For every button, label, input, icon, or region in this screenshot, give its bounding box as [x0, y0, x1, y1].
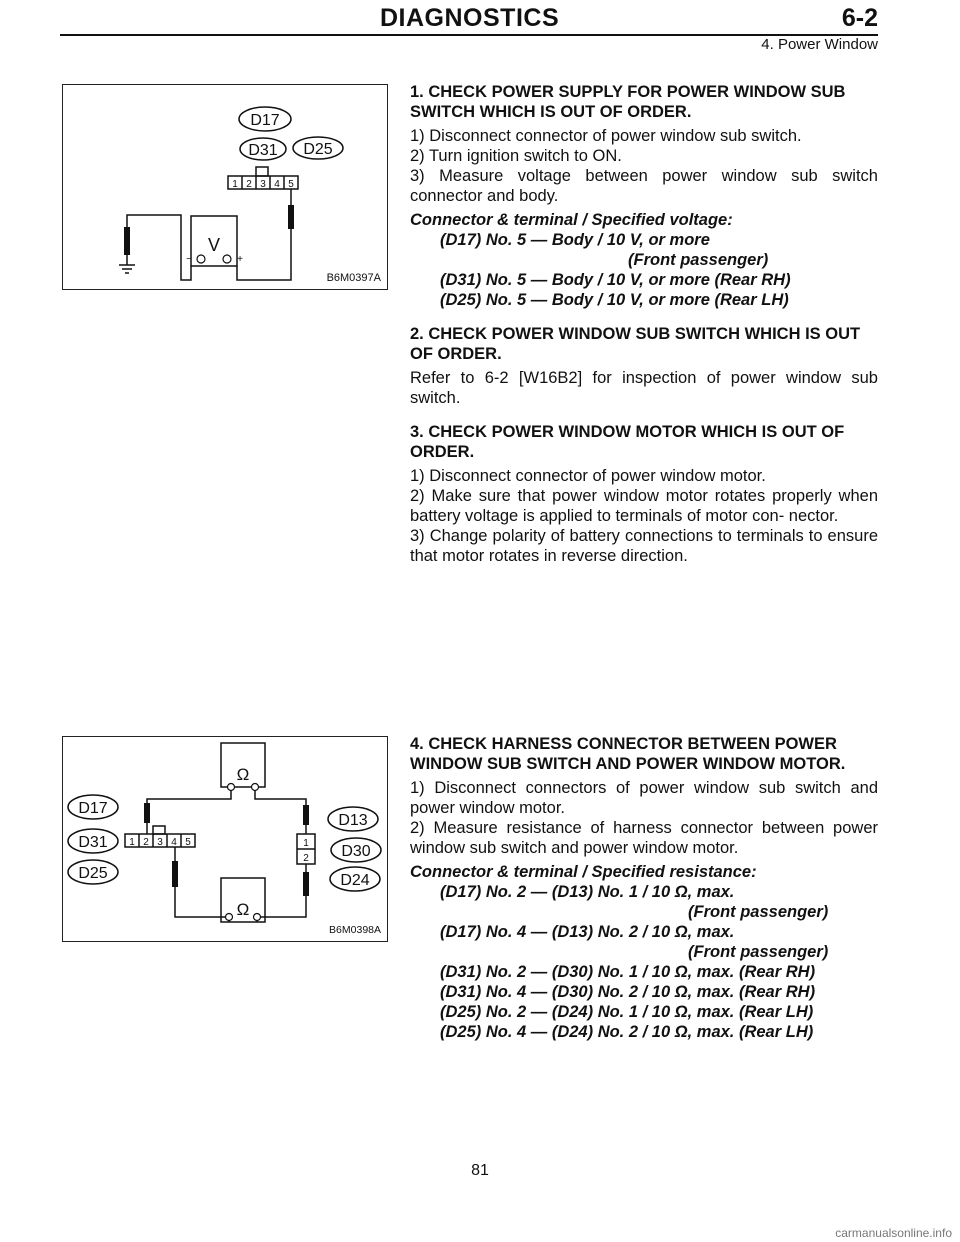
header-section-number: 6-2	[841, 4, 878, 32]
header-title: DIAGNOSTICS	[380, 4, 560, 32]
label-d31: D31	[78, 834, 108, 851]
step1-item-1: 1) Disconnect connector of power window sub switch.	[410, 127, 802, 145]
watermark: carmanualsonline.info	[835, 1226, 952, 1240]
step2-heading: 2. CHECK POWER WINDOW SUB SWITCH WHICH IS OUT OF ORDER.	[410, 325, 861, 363]
step3-item-2: 2) Make sure that power window motor rotates properly when battery voltage is applied to terminals of motor con- nector.	[410, 487, 878, 525]
meter-plus-sign: +	[237, 254, 243, 265]
step4-spec-line-7: (D25) No. 2 — (D24) No. 1 / 10 Ω, max. (Rear LH)	[440, 1003, 814, 1021]
step1-spec-line-3: (D31) No. 5 — Body / 10 V, or more (Rear RH)	[440, 271, 791, 289]
ground-symbol-icon	[119, 255, 135, 273]
step2-text: Refer to 6-2 [W16B2] for inspection of power window sub switch.	[410, 369, 878, 407]
pin-1: 1	[232, 179, 238, 190]
step4-item-1: 1) Disconnect connectors of power window sub switch and power window motor.	[410, 779, 878, 817]
probe-bottom-left	[172, 861, 178, 887]
label-d30: D30	[341, 843, 371, 860]
step3-item-3: 3) Change polarity of battery connections to terminals to ensure that motor rotates in reverse direction.	[410, 527, 878, 565]
probe-top-left	[144, 803, 150, 823]
harness-check-diagram	[63, 737, 387, 941]
label-d17: D17	[250, 112, 280, 129]
label-d25: D25	[78, 865, 108, 882]
header-rule	[60, 34, 878, 36]
step1-spec-line-2: (Front passenger)	[628, 251, 769, 269]
step1-item-3: 3) Measure voltage between power window sub switch connector and body.	[410, 167, 878, 205]
step4-spec-line-5: (D31) No. 2 — (D30) No. 1 / 10 Ω, max. (Rear RH)	[440, 963, 816, 981]
probe-ground	[124, 227, 130, 255]
step1-heading: 1. CHECK POWER SUPPLY FOR POWER WINDOW SUB SWITCH WHICH IS OUT OF ORDER.	[410, 83, 846, 121]
voltage-check-diagram	[63, 85, 387, 289]
figure-voltage-check	[62, 84, 388, 290]
pin-5: 5	[288, 179, 294, 190]
pin-5: 5	[185, 837, 191, 848]
probe-top-right	[303, 805, 309, 825]
figure-harness-check	[62, 736, 388, 942]
figure-code: B6M0397A	[326, 272, 381, 284]
figure-code: B6M0398A	[329, 924, 381, 936]
step4-heading: 4. CHECK HARNESS CONNECTOR BETWEEN POWER WINDOW SUB SWITCH AND POWER WINDOW MOTOR.	[410, 735, 846, 773]
pin-4: 4	[171, 837, 177, 848]
step4-spec-line-1: (D17) No. 2 — (D13) No. 1 / 10 Ω, max.	[440, 883, 735, 901]
steps-column-upper	[410, 82, 878, 566]
pin-3: 3	[157, 837, 163, 848]
step3-item-1: 1) Disconnect connector of power window motor.	[410, 467, 766, 485]
header-subtitle: 4. Power Window	[761, 36, 878, 53]
step1-spec-title: Connector & terminal / Specified voltage:	[410, 211, 733, 229]
pin-2: 2	[143, 837, 149, 848]
step4-spec-title: Connector & terminal / Specified resistance:	[410, 863, 757, 881]
probe-terminal	[288, 205, 294, 229]
step1-spec-line-1: (D17) No. 5 — Body / 10 V, or more	[440, 231, 710, 249]
step4-item-2: 2) Measure resistance of harness connector between power window sub switch and power window motor.	[410, 819, 878, 857]
steps-column-lower	[410, 734, 878, 1042]
pin-2: 2	[246, 179, 252, 190]
label-d25: D25	[303, 141, 333, 158]
page-header	[0, 0, 960, 62]
step4-spec-line-4: (Front passenger)	[688, 943, 829, 961]
motor-pin-1: 1	[303, 838, 309, 849]
step4-spec-line-8: (D25) No. 4 — (D24) No. 2 / 10 Ω, max. (Rear LH)	[440, 1023, 814, 1041]
step1-spec-line-4: (D25) No. 5 — Body / 10 V, or more (Rear LH)	[440, 291, 789, 309]
ohmmeter-top-symbol: Ω	[236, 765, 250, 784]
step1-item-2: 2) Turn ignition switch to ON.	[410, 147, 622, 165]
label-d31: D31	[248, 142, 278, 159]
pin-1: 1	[129, 837, 135, 848]
meter-terminal-minus	[197, 255, 205, 263]
ohmmeter-bottom-symbol: Ω	[236, 900, 250, 919]
step4-spec-line-3: (D17) No. 4 — (D13) No. 2 / 10 Ω, max.	[440, 923, 735, 941]
pin-4: 4	[274, 179, 280, 190]
label-d24: D24	[340, 872, 370, 889]
sub-switch-connector-lock	[153, 826, 165, 834]
label-d17: D17	[78, 800, 108, 817]
label-d13: D13	[338, 812, 368, 829]
pin-3: 3	[260, 179, 266, 190]
voltmeter-symbol: V	[207, 235, 221, 255]
meter-minus-sign: −	[186, 254, 192, 265]
page-number: 81	[471, 1162, 489, 1179]
step3-heading: 3. CHECK POWER WINDOW MOTOR WHICH IS OUT OF ORDER.	[410, 423, 845, 461]
connector-lock-tab	[256, 167, 268, 176]
motor-pin-2: 2	[303, 853, 309, 864]
meter-terminal-plus	[223, 255, 231, 263]
probe-bottom-right	[303, 872, 309, 896]
step4-spec-line-6: (D31) No. 4 — (D30) No. 2 / 10 Ω, max. (Rear RH)	[440, 983, 816, 1001]
step4-spec-line-2: (Front passenger)	[688, 903, 829, 921]
